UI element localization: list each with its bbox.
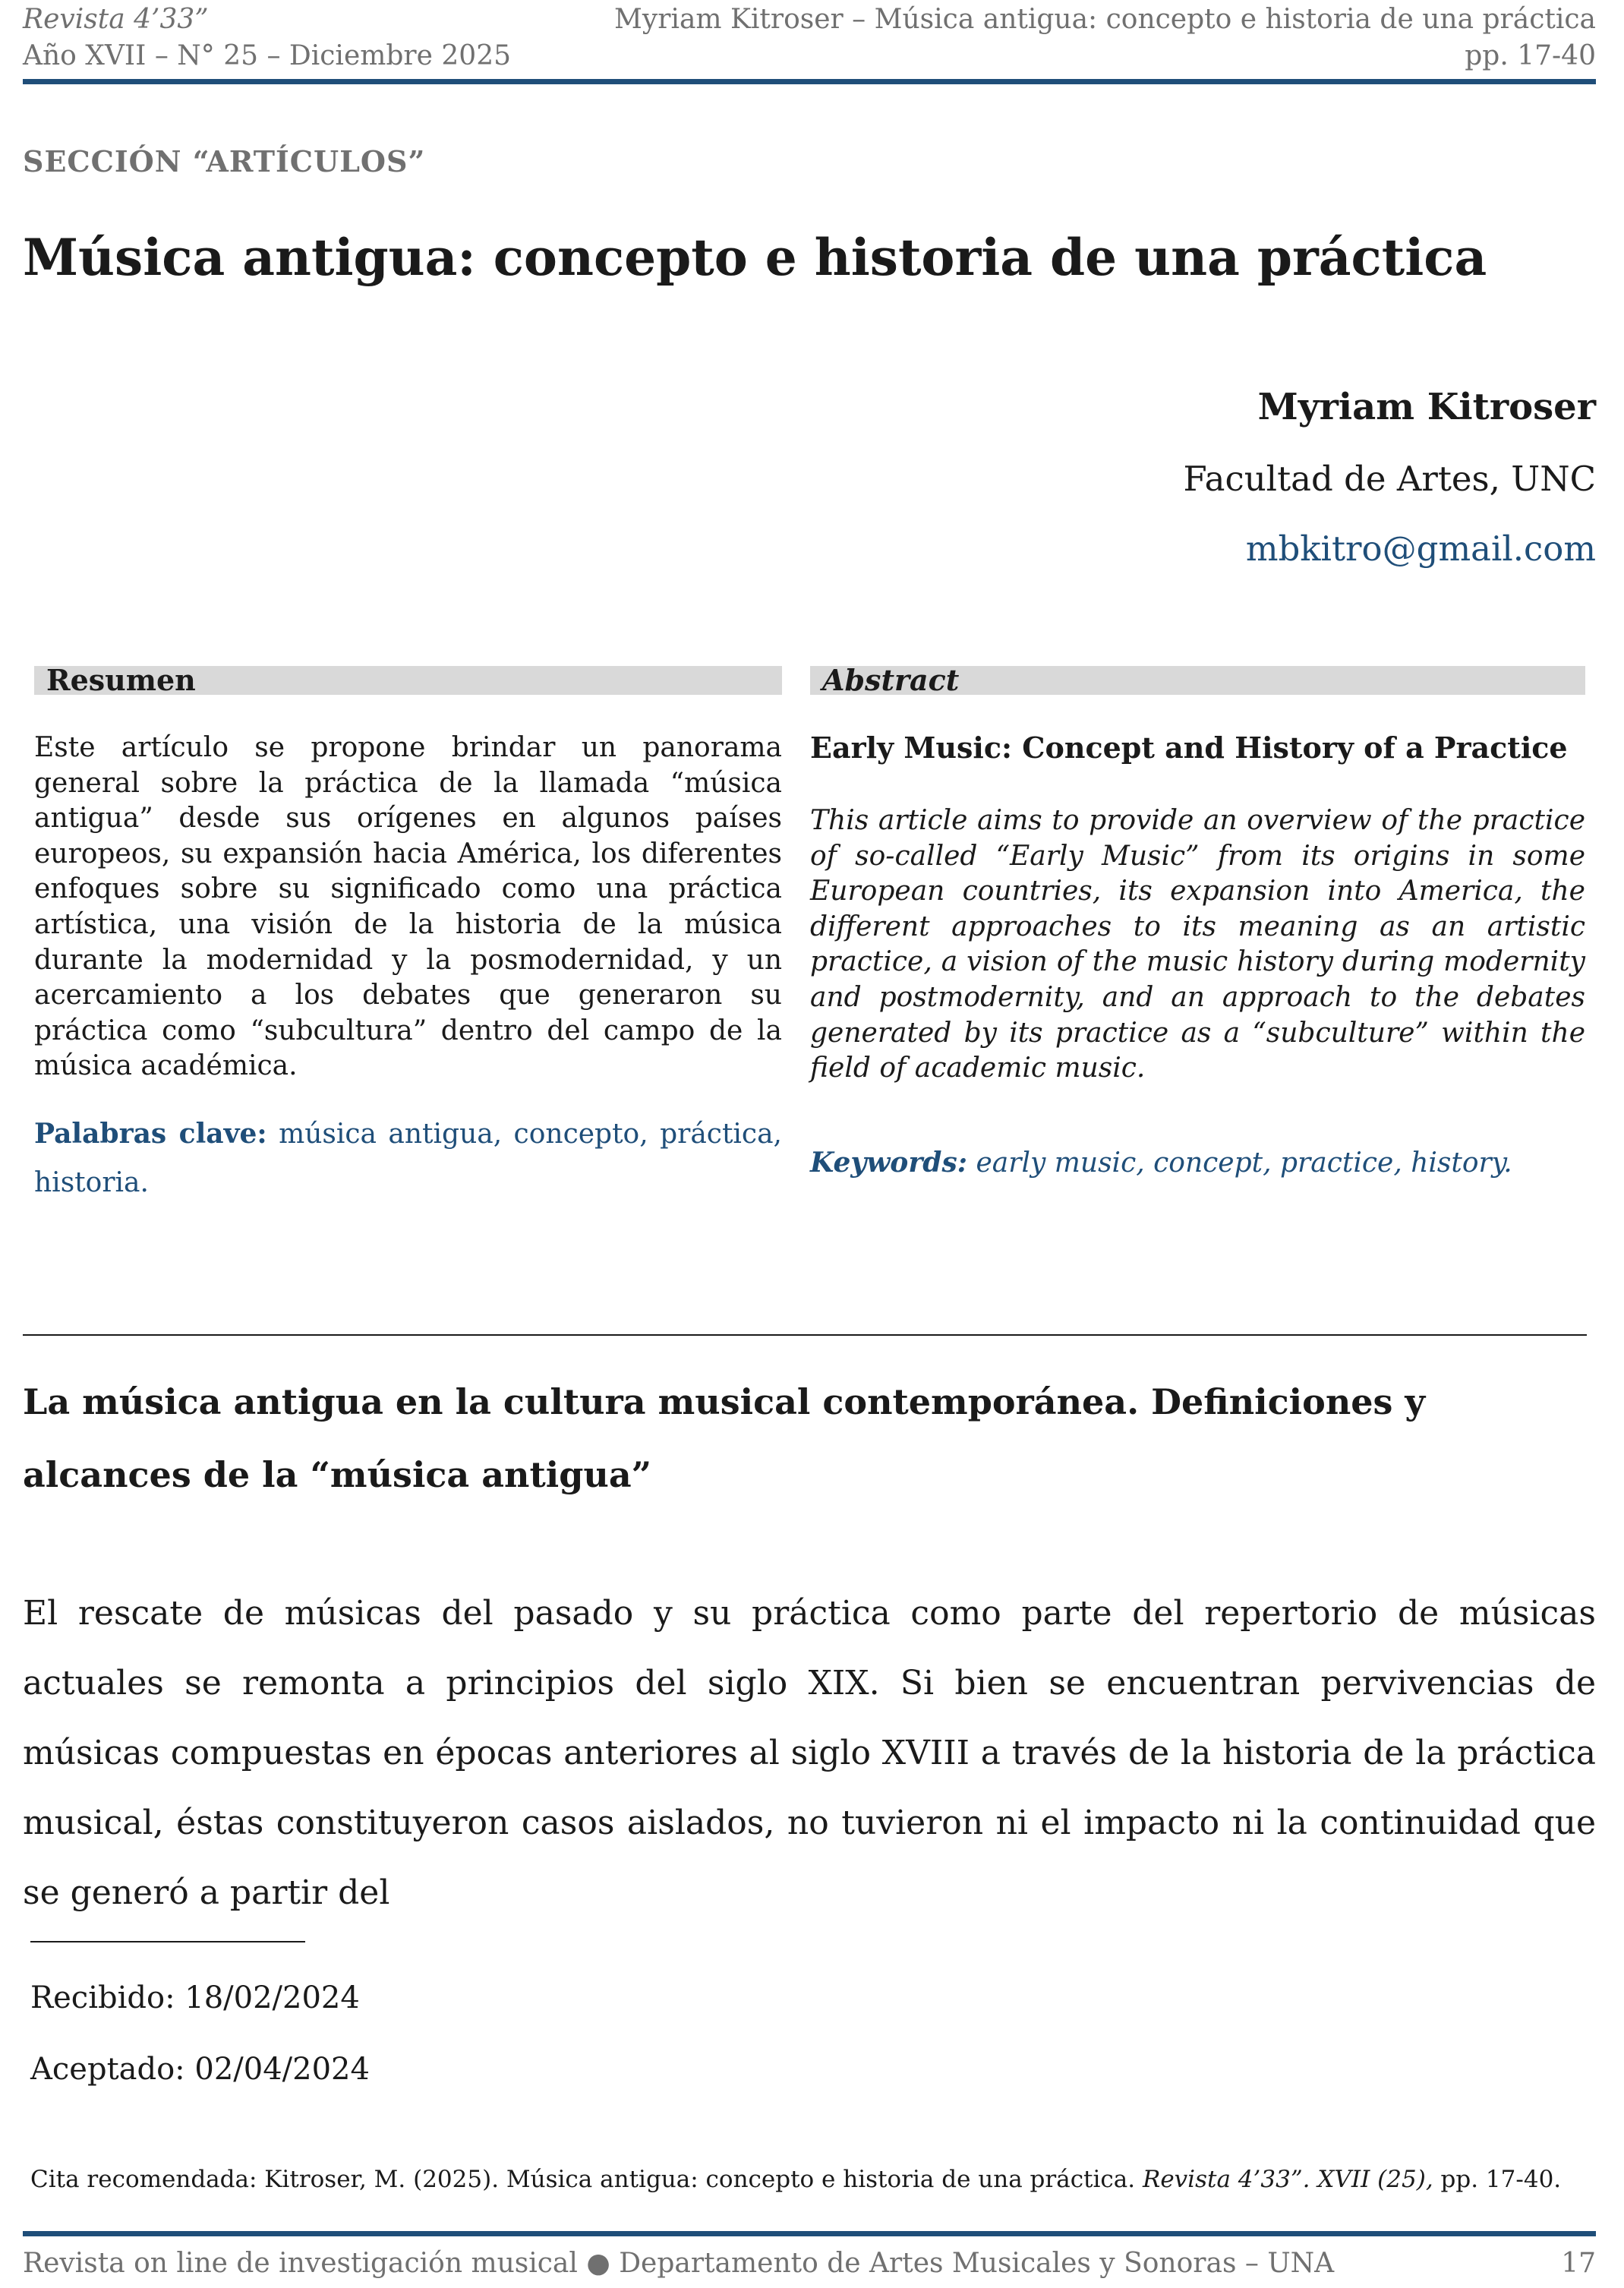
abstract-keywords [810,1145,1585,1182]
resumen-heading: Resumen [34,666,782,695]
accepted-date: Aceptado: 02/04/2024 [30,2052,370,2087]
page-range: pp. 17-40 [1465,40,1596,71]
keywords-list-en: early music, concept, practice, history. [976,1147,1512,1179]
citation-source: Revista 4’33”. XVII (25), [1142,2166,1433,2193]
running-title: Myriam Kitroser – Música antigua: concepto e historia de una práctica [614,4,1596,35]
abstract-text: This article aims to provide an overview of the practice of so-called “Early Music” from its origins in some European countries, its expansion into America, the different approaches to its meaning as an artistic practice, a vision of the music history during modernity and postmodernity, and an approach to the debates generated by its practice as a “subculture” within the field of academic music. [810,805,1585,1084]
abstract-title: Early Music: Concept and History of a Practice [810,731,1568,765]
resumen-keywords [34,1109,782,1207]
section-separator [23,1334,1587,1336]
section-heading: La música antigua en la cultura musical contemporánea. Definiciones y alcances de la “música antigua” [23,1381,1426,1495]
author-affiliation: Facultad de Artes, UNC [1183,459,1596,499]
received-date: Recibido: 18/02/2024 [30,1980,360,2015]
author-name: Myriam Kitroser [1257,386,1596,428]
recommended-citation [30,2166,1561,2193]
keywords-label: Palabras clave: [34,1118,267,1150]
keywords-list: música antigua, concepto, práctica, historia. [34,1119,782,1198]
citation-pages: pp. 17-40. [1440,2166,1562,2193]
footnote-rule [30,1941,305,1942]
page-number: 17 [1561,2248,1596,2279]
footer-text: Revista on line de investigación musical ● Departamento de Artes Musicales y Sonoras – UNA [23,2248,1335,2279]
section-label: SECCIÓN “ARTÍCULOS” [23,144,426,178]
keywords-label-en: Keywords: [810,1147,968,1179]
footer-rule [23,2231,1596,2236]
body-paragraph: El rescate de músicas del pasado y su práctica como parte del repertorio de músicas actuales se remonta a principios del siglo XIX. Si bien se encuentran pervivencias de músicas compuestas en épocas anteriores al siglo XVIII a través de la historia de la práctica musical, éstas constituyeron casos aislados, no tuvieron ni el impacto ni la continuidad que se generó a partir del [23,1594,1596,1912]
journal-name: Revista 4’33” [23,4,209,35]
abstract-heading: Abstract [810,666,1585,695]
article-title: Música antigua: concepto e historia de una práctica [23,228,1487,287]
author-email[interactable]: mbkitro@gmail.com [1245,529,1596,569]
citation-prefix: Cita recomendada: Kitroser, M. (2025). Música antigua: concepto e historia de una práctica. [30,2166,1136,2193]
header-rule [23,79,1596,84]
resumen-text: Este artículo se propone brindar un panorama general sobre la práctica de la llamada “música antigua” desde sus orígenes en algunos países europeos, su expansión hacia América, los diferentes enfoques sobre su significado como una práctica artística, una visión de la historia de la música durante la modernidad y la posmodernidad, y un acercamiento a los debates que generaron su práctica como “subcultura” dentro del campo de la música académica. [34,732,782,1082]
issue-info: Año XVII – N° 25 – Diciembre 2025 [23,40,512,71]
